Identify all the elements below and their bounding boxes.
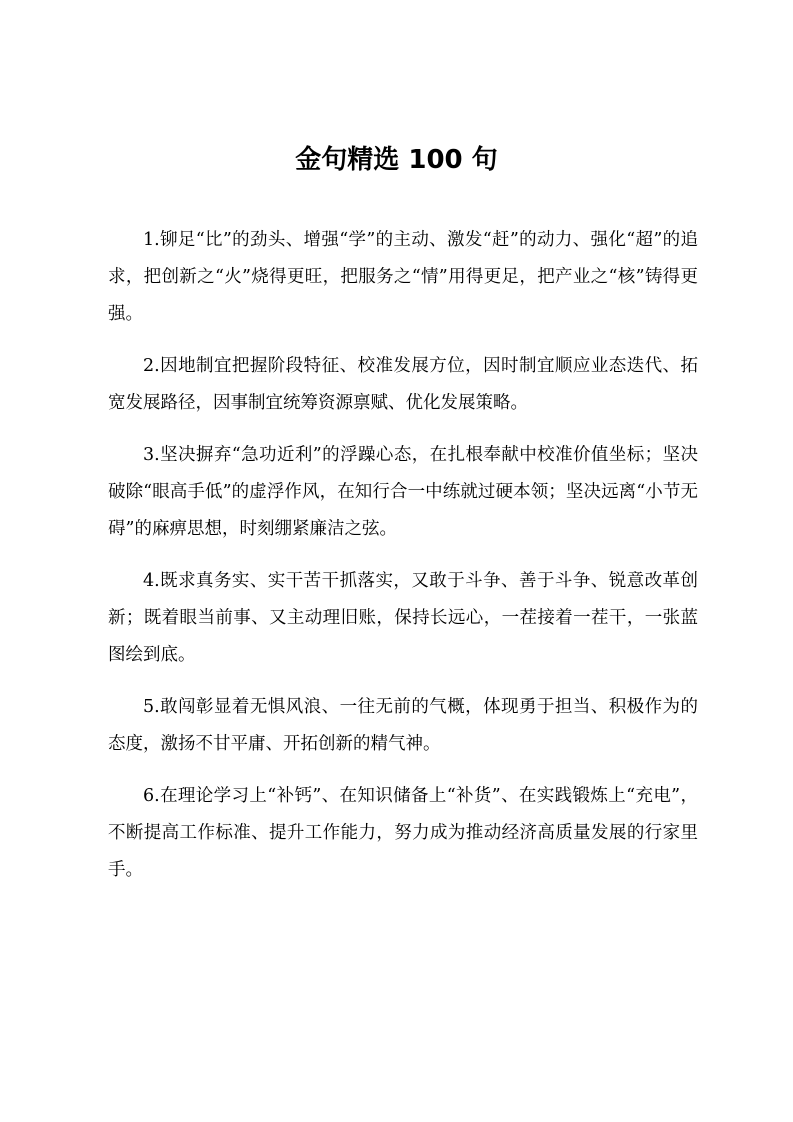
paragraph-2: 2.因地制宜把握阶段特征、校准发展方位，因时制宜顺应业态迭代、拓宽发展路径，因事制宜统筹资源禀赋、优化发展策略。 bbox=[108, 356, 698, 413]
paragraph-3: 3.坚决摒弃“急功近利”的浮躁心态，在扎根奉献中校准价值坐标；坚决破除“眼高手低”的虚浮作风，在知行合一中练就过硬本领；坚决远离“小节无碍”的麻痹思想，时刻绷紧廉洁之弦。 bbox=[108, 445, 698, 539]
document-body bbox=[108, 222, 698, 904]
paragraph-1: 1.铆足“比”的劲头、增强“学”的主动、激发“赶”的动力、强化“超”的追求，把创新之“火”烧得更旺，把服务之“情”用得更足，把产业之“核”铸得更强。 bbox=[108, 230, 698, 324]
paragraph-6: 6.在理论学习上“补钙”、在知识储备上“补货”、在实践锻炼上“充电”，不断提高工作标准、提升工作能力，努力成为推动经济高质量发展的行家里手。 bbox=[108, 786, 698, 880]
document-title: 金句精选 100 句 bbox=[295, 145, 498, 175]
paragraph-4: 4.既求真务实、实干苦干抓落实，又敢于斗争、善于斗争、锐意改革创新；既着眼当前事、又主动理旧账，保持长远心，一茬接着一茬干，一张蓝图绘到底。 bbox=[108, 571, 698, 665]
paragraph-5: 5.敢闯彰显着无惧风浪、一往无前的气概，体现勇于担当、积极作为的态度，激扬不甘平庸、开拓创新的精气神。 bbox=[108, 697, 698, 754]
